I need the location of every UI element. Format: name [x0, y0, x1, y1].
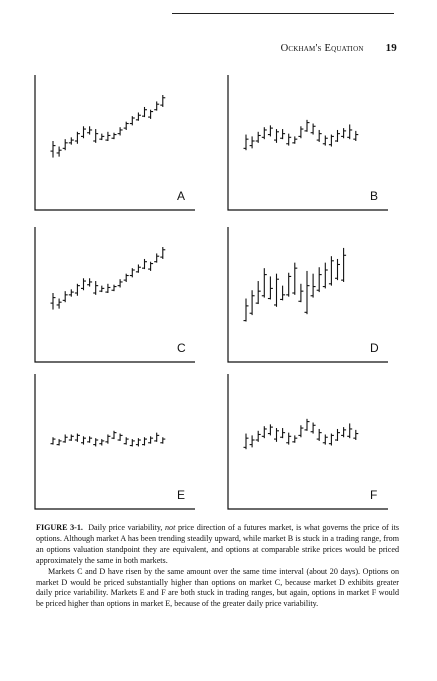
panel-label-a: A [177, 189, 186, 203]
ohlc-bar [274, 428, 279, 442]
ohlc-bar [274, 274, 279, 307]
ohlc-bar [286, 134, 291, 146]
ohlc-bar [105, 434, 110, 443]
ohlc-bar [317, 130, 322, 142]
ohlc-bar [51, 437, 56, 444]
ohlc-bar [75, 132, 80, 144]
chart-axes [35, 75, 195, 210]
ohlc-bar [323, 135, 328, 145]
ohlc-bar [280, 428, 285, 438]
ohlc-bar [329, 135, 334, 147]
ohlc-bar [311, 274, 316, 298]
chart-f [228, 374, 388, 509]
ohlc-bar [353, 131, 358, 141]
ohlc-bar [105, 284, 110, 293]
ohlc-bar [148, 110, 153, 119]
ohlc-bar [329, 434, 334, 446]
ohlc-bar [335, 130, 340, 142]
ohlc-bar [105, 132, 110, 141]
ohlc-bar [305, 419, 310, 431]
ohlc-bar [154, 433, 159, 442]
panel-label-b: B [370, 189, 379, 203]
ohlc-bar [250, 290, 255, 315]
ohlc-bar [87, 436, 92, 442]
running-head [0, 42, 397, 54]
ohlc-bar [286, 433, 291, 445]
panel-f [228, 374, 388, 509]
ohlc-bar [87, 278, 92, 286]
ohlc-bar [244, 299, 249, 322]
ohlc-bar [244, 434, 249, 450]
ohlc-bar [298, 284, 303, 302]
ohlc-bar [298, 425, 303, 437]
panel-label-f: F [370, 488, 378, 502]
ohlc-bar [160, 95, 165, 107]
ohlc-bar [99, 439, 104, 445]
ohlc-bar [124, 437, 129, 444]
ohlc-bar [262, 426, 267, 438]
ohlc-bar [136, 112, 141, 120]
ohlc-bar [347, 423, 352, 438]
caption-text-a: Daily price variability, [88, 523, 165, 532]
chart-axes [35, 227, 195, 362]
ohlc-bar [142, 259, 147, 269]
panel-label-c: C [177, 341, 186, 355]
ohlc-bar [130, 439, 135, 446]
page-number: 19 [385, 42, 397, 54]
ohlc-bar [256, 431, 261, 442]
ohlc-bar [262, 268, 267, 297]
chart-c [35, 227, 195, 362]
ohlc-bar [93, 438, 98, 446]
ohlc-bar [256, 281, 261, 304]
running-head-title: Ockham's Equation [280, 43, 364, 54]
caption-emphasis: not [165, 523, 176, 532]
panel-a [35, 75, 195, 210]
ohlc-bar [298, 126, 303, 138]
ohlc-bar [341, 427, 346, 437]
ohlc-bar [112, 285, 117, 291]
ohlc-bar [292, 263, 297, 295]
top-rule [172, 13, 394, 14]
caption-paragraph-1 [36, 523, 399, 567]
ohlc-bar [341, 248, 346, 282]
ohlc-bar [118, 127, 123, 135]
ohlc-bar [323, 263, 328, 289]
panel-c [35, 227, 195, 362]
ohlc-bar [292, 435, 297, 442]
ohlc-bar [93, 129, 98, 143]
ohlc-bar [148, 436, 153, 443]
ohlc-bar [244, 135, 249, 151]
ohlc-bar [154, 253, 159, 262]
ohlc-bar [154, 101, 159, 110]
chart-a [35, 75, 195, 210]
ohlc-bar [142, 107, 147, 117]
ohlc-bar [347, 124, 352, 139]
ohlc-bar [63, 139, 68, 150]
ohlc-bar [69, 289, 74, 296]
ohlc-bar [250, 435, 255, 447]
ohlc-bar [256, 132, 261, 143]
ohlc-bar [118, 279, 123, 287]
ohlc-bar [311, 124, 316, 135]
ohlc-bar [323, 434, 328, 444]
figure-label: FIGURE 3-1. [36, 523, 83, 532]
ohlc-bar [286, 273, 291, 297]
ohlc-bar [311, 423, 316, 434]
ohlc-bar [99, 134, 104, 140]
caption-paragraph-2: Markets C and D have risen by the same amount over the same time interval (about 20 days). Options on market D would be priced substantially higher than options on market C, because market D exhibits greater daily price variability. Markets E and F are both stuck in trading ranges, but again, options in market F would be priced higher than options in market E, because of the greater daily price variability. [36, 566, 399, 609]
ohlc-bar [262, 127, 267, 139]
ohlc-bar [335, 429, 340, 441]
panel-d [228, 227, 388, 362]
ohlc-bar [268, 424, 273, 435]
chart-b [228, 75, 388, 210]
ohlc-bar [148, 262, 153, 271]
ohlc-bar [292, 136, 297, 143]
panel-label-d: D [370, 341, 379, 355]
ohlc-bar [136, 438, 141, 446]
panel-b [228, 75, 388, 210]
ohlc-bar [69, 434, 74, 440]
ohlc-bar [317, 429, 322, 441]
ohlc-bar [124, 274, 129, 282]
ohlc-bar [51, 293, 56, 310]
ohlc-bar [81, 126, 86, 138]
ohlc-bar [63, 434, 68, 442]
ohlc-bar [136, 264, 141, 272]
ohlc-bar [63, 291, 68, 302]
ohlc-bar [274, 129, 279, 143]
ohlc-bar [160, 247, 165, 259]
ohlc-bar [69, 137, 74, 144]
panel-label-e: E [177, 488, 186, 502]
ohlc-bar [57, 147, 62, 157]
chart-e [35, 374, 195, 509]
ohlc-bar [75, 434, 80, 442]
ohlc-bar [130, 268, 135, 277]
ohlc-bar [335, 259, 340, 280]
caption-text-b: price direction of a futures market, is what governs the price of its options. Although market A has been trending steadily upward, while market B is stuck in a trading range, from an options valuation standpoint they are equivalent, and options at comparable strike prices would be priced approximately the same in both markets. [36, 523, 399, 565]
ohlc-bar [268, 276, 273, 299]
chart-d [228, 227, 388, 362]
ohlc-bar [57, 439, 62, 445]
ohlc-bar [142, 437, 147, 445]
ohlc-bar [112, 431, 117, 439]
ohlc-bar [118, 434, 123, 441]
ohlc-bar [87, 126, 92, 134]
ohlc-bar [305, 120, 310, 132]
ohlc-bar [75, 284, 80, 296]
ohlc-bar [280, 129, 285, 139]
ohlc-bar [93, 281, 98, 295]
ohlc-bar [112, 133, 117, 139]
ohlc-bar [81, 278, 86, 290]
ohlc-bar [317, 267, 322, 292]
ohlc-bar [160, 437, 165, 443]
ohlc-bar [99, 286, 104, 292]
ohlc-bar [124, 122, 129, 130]
ohlc-bar [341, 128, 346, 138]
ohlc-bar [305, 271, 310, 314]
ohlc-bar [268, 125, 273, 136]
ohlc-bar [130, 116, 135, 125]
figure-caption [36, 523, 399, 610]
ohlc-bar [81, 436, 86, 444]
ohlc-bar [280, 286, 285, 301]
ohlc-bar [353, 430, 358, 440]
ohlc-bar [51, 141, 56, 158]
ohlc-bar [250, 136, 255, 148]
ohlc-bar [329, 256, 334, 285]
ohlc-bar [57, 299, 62, 309]
panel-e [35, 374, 195, 509]
